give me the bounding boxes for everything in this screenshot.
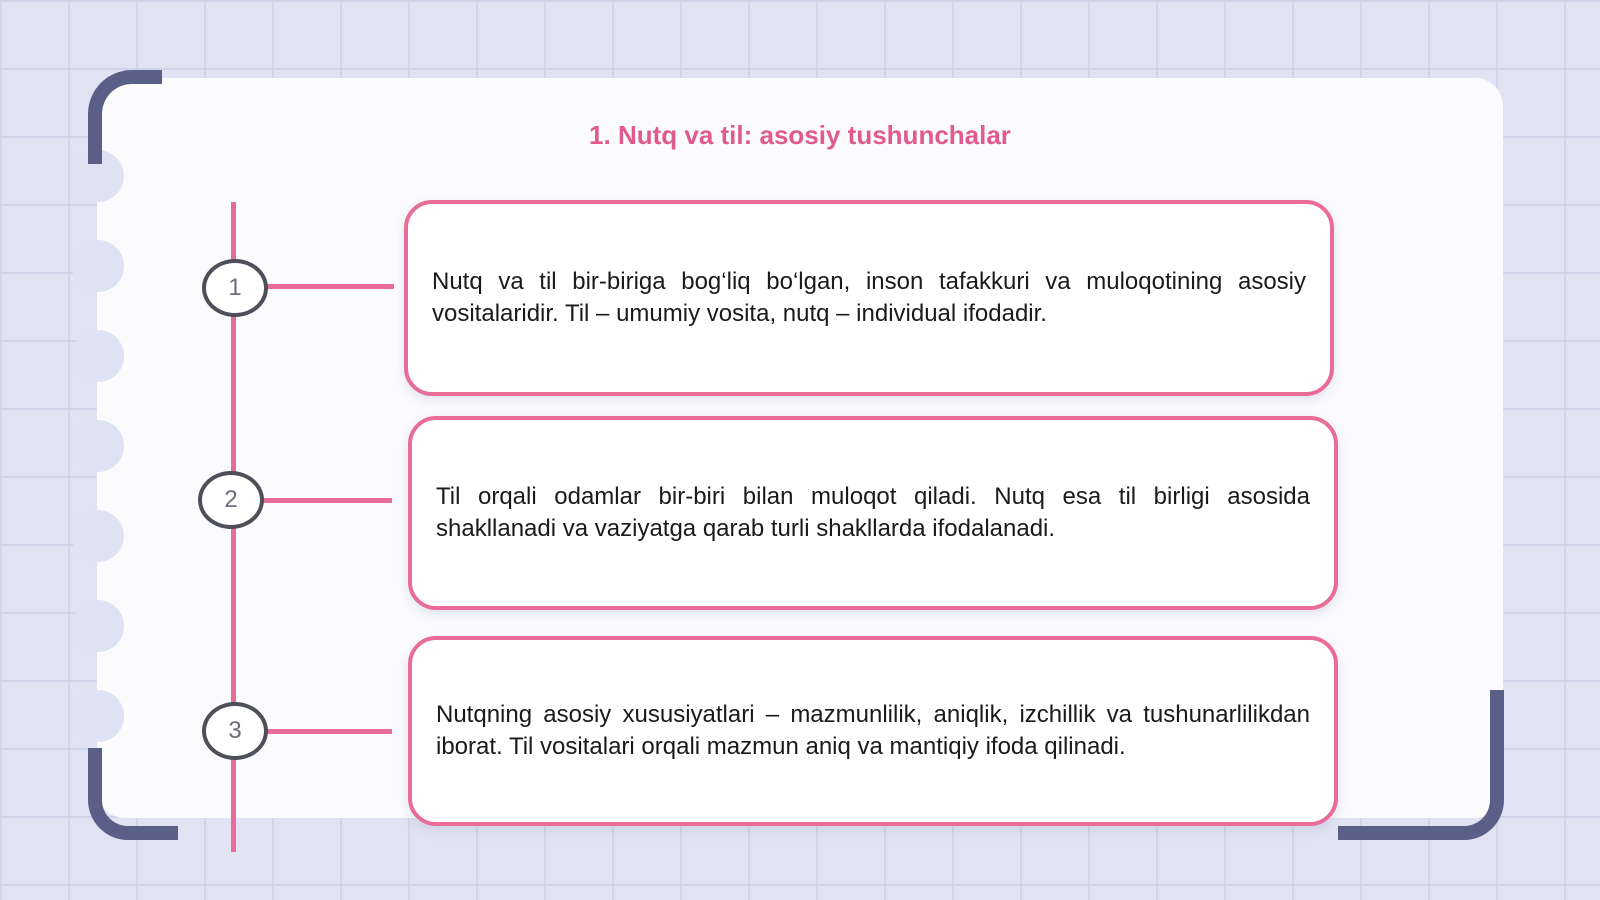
paper-scallop — [72, 330, 124, 382]
corner-bracket-bottom-left — [88, 748, 178, 840]
connector-line — [266, 729, 392, 734]
corner-bracket-top-left — [88, 70, 162, 164]
concept-box — [404, 200, 1334, 396]
connector-line — [262, 498, 392, 503]
slide-title: 1. Nutq va til: asosiy tushunchalar — [589, 120, 1011, 150]
paper-scallop — [72, 690, 124, 742]
concept-text: Til orqali odamlar bir-biri bilan muloqot qiladi. Nutq esa til birligi asosida shakllanadi va vaziyatga qarab turli shakllarda ifodalanadi. — [436, 483, 1310, 542]
corner-bracket-bottom-right — [1338, 690, 1504, 840]
concept-text: Nutq va til bir-biriga bog‘liq bo‘lgan, inson tafakkuri va muloqotining asosiy vositalaridir. Til – umumiy vosita, nutq – individual ifodadir. — [432, 268, 1306, 327]
concept-text: Nutqning asosiy xususiyatlari – mazmunlilik, aniqlik, izchillik va tushunarlilikdan iborat. Til vositalari orqali mazmun aniq va mantiqiy ifoda qilinadi. — [436, 701, 1310, 760]
connector-line — [266, 284, 394, 289]
paper-scallop — [72, 420, 124, 472]
step-number-badge: 3 — [202, 702, 268, 760]
step-number-badge: 1 — [202, 259, 268, 317]
paper-scallop — [72, 510, 124, 562]
concept-box — [408, 416, 1338, 610]
paper-scallop — [72, 240, 124, 292]
paper-scallop — [72, 600, 124, 652]
step-number-badge: 2 — [198, 471, 264, 529]
concept-box — [408, 636, 1338, 826]
